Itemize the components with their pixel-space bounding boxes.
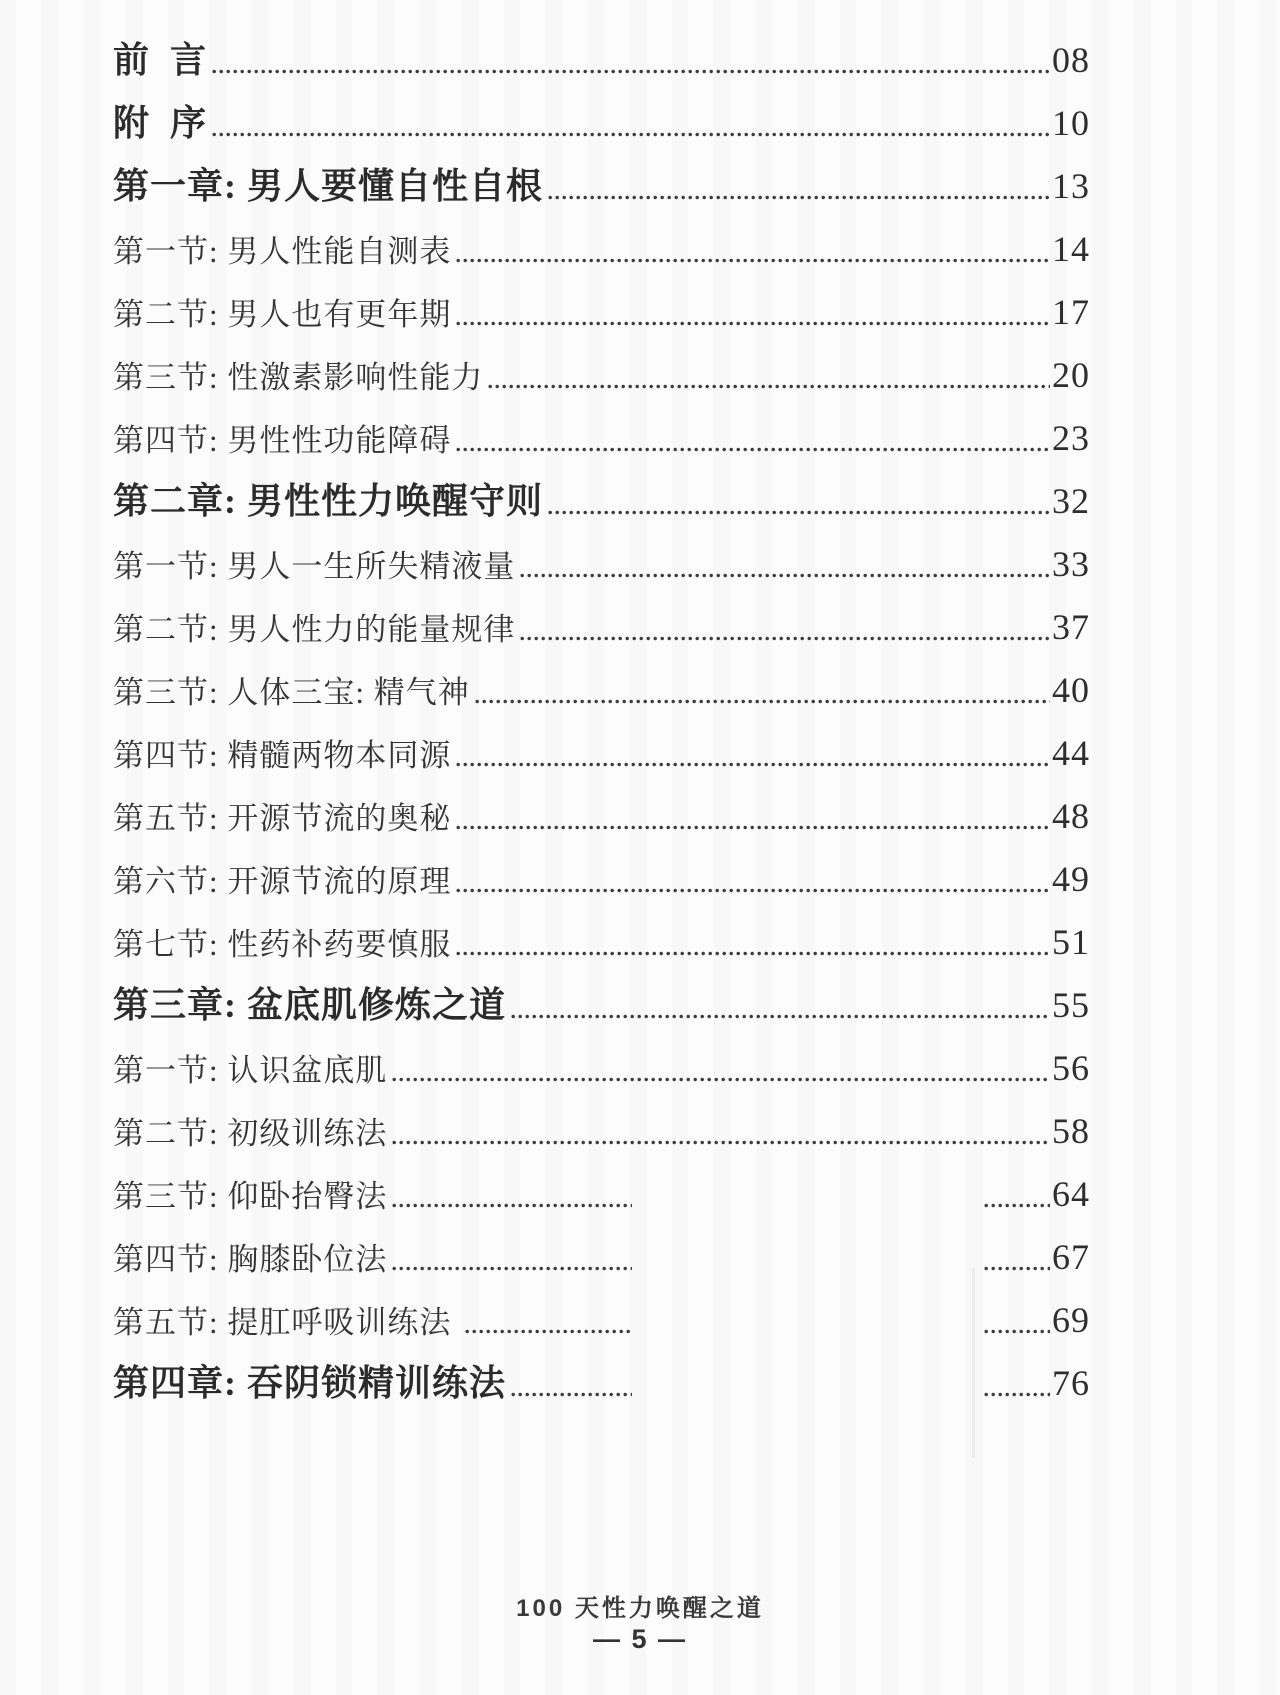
toc-entry-text: 第七节: 性药补药要慎服 bbox=[113, 927, 452, 962]
toc-entry-text: 附 序 bbox=[113, 103, 208, 143]
dot-leader bbox=[392, 1266, 632, 1271]
dot-leader bbox=[548, 195, 1050, 200]
dot-leader bbox=[212, 69, 1050, 74]
toc-entry-text: 第二节: 男人也有更年期 bbox=[113, 297, 452, 332]
toc-section-row bbox=[113, 267, 1090, 330]
dot-leader bbox=[456, 762, 1050, 767]
toc-entry-text: 第一节: 认识盆底肌 bbox=[113, 1053, 388, 1088]
toc-section-row bbox=[113, 1275, 1090, 1338]
dot-leader bbox=[488, 384, 1050, 389]
toc-section-row bbox=[113, 1149, 1090, 1212]
page-number: 40 bbox=[1052, 670, 1090, 710]
toc-section-row bbox=[113, 1212, 1090, 1275]
dot-leader bbox=[984, 1203, 1050, 1208]
toc-entry-text: 第三节: 人体三宝: 精气神 bbox=[113, 675, 470, 710]
toc-entry-text: 第四节: 男性性功能障碍 bbox=[113, 423, 452, 458]
toc-section-row bbox=[113, 708, 1090, 771]
toc-front-row bbox=[113, 15, 1090, 78]
dot-leader bbox=[984, 1329, 1050, 1334]
dot-leader bbox=[456, 447, 1050, 452]
page-number: 49 bbox=[1052, 859, 1090, 899]
page-number: 67 bbox=[1052, 1237, 1090, 1277]
dot-leader bbox=[392, 1203, 632, 1208]
dot-leader bbox=[456, 321, 1050, 326]
toc-section-row bbox=[113, 645, 1090, 708]
dot-leader bbox=[520, 573, 1050, 578]
toc-section-row bbox=[113, 834, 1090, 897]
toc-entry-text: 第五节: 开源节流的奥秘 bbox=[113, 801, 452, 836]
toc-section-row bbox=[113, 330, 1090, 393]
page-number: 37 bbox=[1052, 607, 1090, 647]
toc-entry-text: 第四节: 胸膝卧位法 bbox=[113, 1242, 388, 1277]
dot-leader-gap bbox=[634, 1207, 984, 1212]
page-number: 58 bbox=[1052, 1111, 1090, 1151]
toc-entry-text: 第四章: 吞阴锁精训练法 bbox=[113, 1363, 506, 1403]
toc-section-row bbox=[113, 771, 1090, 834]
toc-section-row bbox=[113, 519, 1090, 582]
toc-entry-text: 第一节: 男人一生所失精液量 bbox=[113, 549, 516, 584]
dot-leader bbox=[984, 1392, 1050, 1397]
dot-leader bbox=[511, 1014, 1050, 1019]
toc-section-row bbox=[113, 1023, 1090, 1086]
toc-entry-text: 第三章: 盆底肌修炼之道 bbox=[113, 985, 506, 1025]
page-number: 33 bbox=[1052, 544, 1090, 584]
page-number: 32 bbox=[1052, 481, 1090, 521]
toc-chapter-row bbox=[113, 960, 1090, 1023]
toc-chapter-row bbox=[113, 456, 1090, 519]
dot-leader-gap bbox=[634, 1396, 984, 1401]
page-number: 56 bbox=[1052, 1048, 1090, 1088]
dot-leader bbox=[520, 636, 1050, 641]
toc-section-row bbox=[113, 897, 1090, 960]
dot-leader bbox=[212, 132, 1050, 137]
page-number: 64 bbox=[1052, 1174, 1090, 1214]
dot-leader bbox=[392, 1140, 1050, 1145]
page-number: 76 bbox=[1052, 1363, 1090, 1403]
toc-entry-text: 第六节: 开源节流的原理 bbox=[113, 864, 452, 899]
footer-page-number: — 5 — bbox=[592, 1624, 688, 1654]
toc-entry-text: 第一章: 男人要懂自性自根 bbox=[113, 166, 543, 206]
toc-list bbox=[113, 15, 1090, 1401]
toc-entry-text: 前 言 bbox=[113, 40, 208, 80]
page-number: 08 bbox=[1052, 40, 1090, 80]
page-number: 55 bbox=[1052, 985, 1090, 1025]
toc-section-row bbox=[113, 204, 1090, 267]
footer-book-title: 100 天性力唤醒之道 bbox=[516, 1595, 764, 1622]
page-number: 14 bbox=[1052, 229, 1090, 269]
toc-entry-text: 第一节: 男人性能自测表 bbox=[113, 234, 452, 269]
page-number: 23 bbox=[1052, 418, 1090, 458]
scan-artifact-line bbox=[972, 1268, 975, 1458]
page-number: 44 bbox=[1052, 733, 1090, 773]
toc-section-row bbox=[113, 393, 1090, 456]
toc-entry-text: 第二节: 初级训练法 bbox=[113, 1116, 388, 1151]
dot-leader bbox=[511, 1392, 632, 1397]
page-number: 10 bbox=[1052, 103, 1090, 143]
dot-leader bbox=[456, 258, 1050, 263]
page-number: 20 bbox=[1052, 355, 1090, 395]
dot-leader-gap bbox=[634, 1333, 984, 1338]
toc-section-row bbox=[113, 1086, 1090, 1149]
toc-entry-text: 第四节: 精髓两物本同源 bbox=[113, 738, 452, 773]
toc-chapter-row bbox=[113, 1338, 1090, 1401]
dot-leader-gap bbox=[634, 1270, 984, 1275]
toc-entry-text: 第三节: 性激素影响性能力 bbox=[113, 360, 484, 395]
toc-chapter-row bbox=[113, 141, 1090, 204]
page-number: 48 bbox=[1052, 796, 1090, 836]
dot-leader bbox=[984, 1266, 1050, 1271]
toc-section-row bbox=[113, 582, 1090, 645]
page-number: 17 bbox=[1052, 292, 1090, 332]
dot-leader bbox=[548, 510, 1050, 515]
toc-entry-text: 第二节: 男人性力的能量规律 bbox=[113, 612, 516, 647]
toc-entry-text: 第二章: 男性性力唤醒守则 bbox=[113, 481, 543, 521]
toc-entry-text: 第五节: 提肛呼吸训练法 bbox=[113, 1305, 461, 1340]
toc-front-row bbox=[113, 78, 1090, 141]
dot-leader bbox=[456, 888, 1050, 893]
dot-leader bbox=[456, 825, 1050, 830]
toc-entry-text: 第三节: 仰卧抬臀法 bbox=[113, 1179, 388, 1214]
page-number: 51 bbox=[1052, 922, 1090, 962]
dot-leader bbox=[392, 1077, 1050, 1082]
dot-leader bbox=[456, 951, 1050, 956]
dot-leader bbox=[465, 1329, 632, 1334]
page-number: 69 bbox=[1052, 1300, 1090, 1340]
page-number: 13 bbox=[1052, 166, 1090, 206]
dot-leader bbox=[475, 699, 1050, 704]
